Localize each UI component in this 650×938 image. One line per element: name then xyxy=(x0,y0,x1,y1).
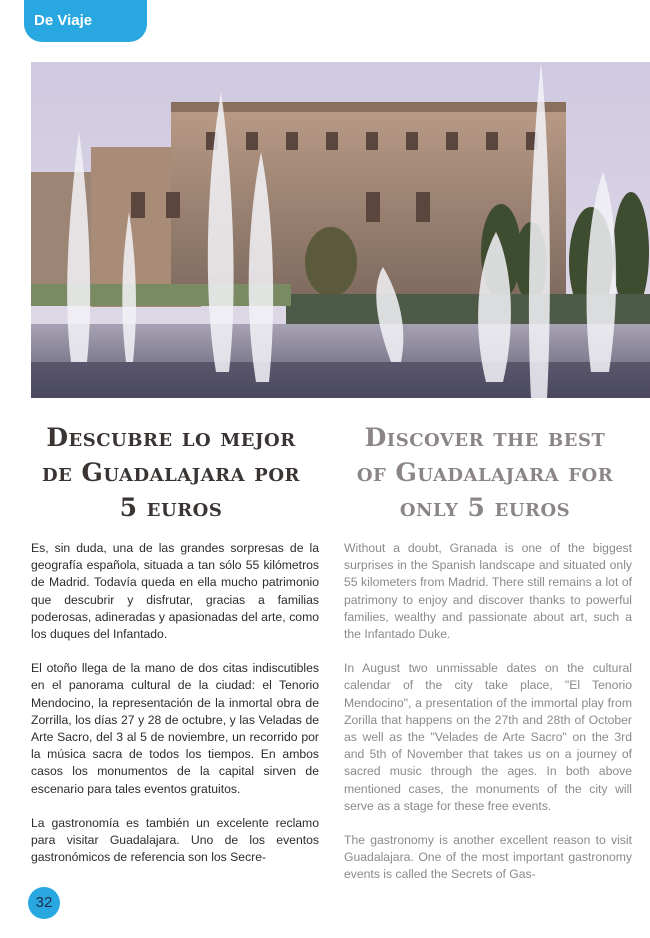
paragraph-en-1: Without a doubt, Granada is one of the biggest surprises in the Spanish landscape and situated only 55 kilometers from Madrid. There still remains a lot of patrimony to enjoy and discover thanks to powerful families, wealthy and passionate about art, such a the Infantado Duke. xyxy=(344,541,632,642)
body-spanish xyxy=(31,540,319,883)
paragraph-es-3: La gastronomía es también un excelente reclamo para visitar Guadalajara. Uno de los eventos gastronómicos de referencia son los Secre- xyxy=(31,815,319,865)
section-tab-label: De Viaje xyxy=(34,12,93,29)
title-spanish xyxy=(26,420,316,525)
title-en-line3: only 5 euros xyxy=(399,493,571,522)
paragraph-es-1: Es, sin duda, una de las grandes sorpresas de la geografía española, situada a tan sólo 55 kilómetros de Madrid. Todavía queda en ella mucho patrimonio que descubrir y disfrutar, gracias a familias poderosas, adineradas y apasionadas del arte, como los duques del Infantado. xyxy=(31,541,319,642)
title-english xyxy=(340,420,630,525)
title-en-line1: Discover the best xyxy=(364,423,606,452)
title-es-line2: de Guadalajara por xyxy=(42,458,300,487)
body-english xyxy=(344,540,632,901)
paragraph-en-3: The gastronomy is another excellent reason to visit Guadalajara. One of the most important gastronomy events is called the Secrets of Gas- xyxy=(344,833,632,882)
section-tab xyxy=(24,0,147,42)
title-en-line2: of Guadalajara for xyxy=(356,458,614,487)
photo-palace-fountains xyxy=(31,62,650,398)
paragraph-en-2: In August two unmissable dates on the cultural calendar of the city take place, "El Tenorio Mendocino", a presentation of the immortal play from Zorilla that happens on the 27th and 28th of October as well as the "Velades de Arte Sacro" on the 3rd and 5th of November that takes us on a journey of sacred music through the ages. In both above mentioned cases, the monuments of the city will serve as a stage for these free events. xyxy=(344,661,632,813)
paragraph-es-2: El otoño llega de la mano de dos citas indiscutibles en el panorama cultural de la ciudad: el Tenorio Mendocino, la representación de la inmortal obra de Zorrilla, los días 27 y 28 de octubre, y las Veladas de Arte Sacro, del 3 al 5 de noviembre, un recorrido por la música sacra de todos los tiempos. En ambos casos los monumentos de la capital sirven de escenario para tales eventos gratuitos. xyxy=(31,661,319,796)
title-es-line1: Descubre lo mejor xyxy=(46,423,296,452)
page-number: 32 xyxy=(28,887,60,919)
title-es-line3: 5 euros xyxy=(119,493,223,522)
